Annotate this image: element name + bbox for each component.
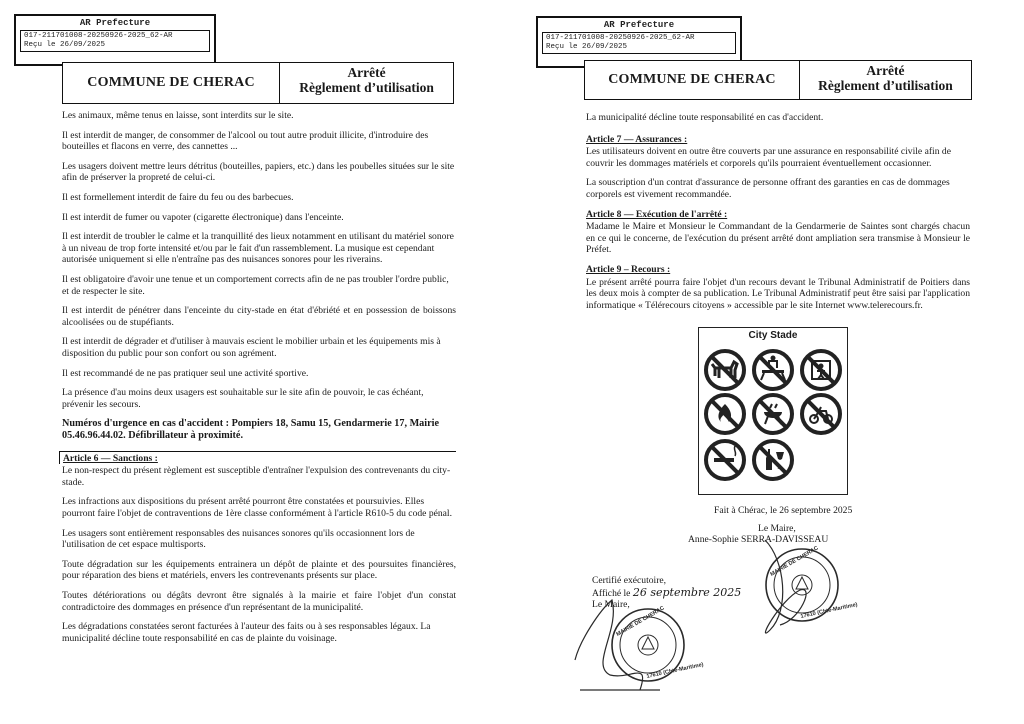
rule-paragraph: Il est interdit de fumer ou vapoter (cigarette électronique) dans l'enceinte. [62,211,344,223]
right-page-content [586,112,970,319]
liability-notice: La municipalité décline toute responsabilité en cas d'accident. [586,112,824,123]
rule-paragraph: Il est recommandé de ne pas pratiquer seul une activité sportive. [62,367,309,379]
city-stade-pictogram-panel [698,327,848,495]
article-7-paragraph: Les utilisateurs doivent en outre être couverts par une assurance en responsabilité civile afin de couvrir les dommages matériels et corporels qu'ils pourraient éventuellement occasionner. [586,146,951,169]
rule-paragraph: Il est interdit de pénétrer dans l'enceinte du city-stade en état d'ébriété et en possession de boissons alcoolisées ou de stupéfiants. [62,305,456,328]
no-dogs-icon [706,351,744,389]
no-motorbikes-icon [802,395,840,433]
emergency-numbers: Numéros d'urgence en cas d'accident : Pompiers 18, Samu 15, Gendarmerie 17, Mairie 05.46.96.44.02. Défibrillateur à proximité. [62,418,439,442]
commune-name: COMMUNE DE CHERAC [63,63,280,103]
no-smoking-icon [706,441,744,479]
certification-block [592,575,832,611]
certified-label: Certifié exécutoire, [592,575,667,586]
mayor-title-2: Le Maire, [592,599,630,611]
rule-paragraph: Il est obligatoire d'avoir une tenue et un comportement corrects afin de ne pas troubler l'ordre public, et de respecter le site. [62,273,449,297]
arrete-title: Arrêté Règlement d’utilisation [299,65,434,95]
rule-paragraph: Il est interdit de dégrader et d'utiliser à mauvais escient le mobilier urbain et les équipements mis à disposition du public pour son confort ou son agrément. [62,336,441,359]
posted-date-handwritten: 26 septembre 2025 [632,585,742,599]
stamp-received-date: Reçu le 26/09/2025 [24,41,106,49]
mayor-title: Le Maire, [758,522,796,534]
rule-paragraph: Les animaux, même tenus en laisse, sont interdits sur le site. [62,110,294,121]
seal-text: MAIRIE DE CHERAC [769,545,820,578]
pictogram-grid [699,328,847,494]
document-header [584,60,972,100]
article-9-title: Article 9 – Recours : [586,263,671,275]
document-header [62,62,454,104]
commune-name: COMMUNE DE CHERAC [585,61,800,99]
article-7-paragraph: La souscription d'un contrat d'assurance de personne offrant des garanties en cas de dommages corporels est vivement recommandée. [586,177,950,200]
rule-paragraph: Il est interdit de troubler le calme et la tranquillité des lieux notamment en utilisant du matériel sonore à un niveau de trop forte intensité et/ou par le fait d'un rassemblement. La musique est cependant autorisée uniquement si elle n'entraîne pas des nuisances sonores pour les riverains. [62,231,454,266]
article-6-paragraph: Les infractions aux dispositions du présent arrêté pourront être constatées et poursuivies. Elles pourront faire l'objet de contraventions de 1ère classe conformément à l'article R610-5 du code pénal. [62,496,452,520]
signed-at: Fait à Chérac, le 26 septembre 2025 [714,505,853,516]
ar-prefecture-stamp [14,14,216,66]
article-9-paragraph: Le présent arrêté pourra faire l'objet d'un recours devant le Tribunal Administratif de Poitiers dans les deux mois à compter de sa publication. Le Tribunal Administratif peut être saisi par l'application informatique « Télérecours citoyens » accessible par le site Internet www.telerecours.fr. [586,276,970,311]
stamp-body [20,30,210,52]
signature-block [688,505,1002,546]
stamp-body [542,32,736,54]
left-page-content [62,110,456,652]
stamp-title: AR Prefecture [79,18,151,28]
mayor-name: Anne-Sophie SERRA-DAVISSEAU [688,534,829,546]
article-6-paragraph: Toute dégradation sur les équipements entrainera un dépôt de plainte et des poursuites financières, pour réparation des biens et matériels, envers les contrevenants présents sur place. [62,558,456,582]
arrete-title: Arrêté Règlement d’utilisation [818,63,953,93]
article-6-paragraph: Toutes détériorations ou dégâts devront être signalés à la mairie et faire l'objet d'un constat contradictoire des dommages en présence d'un représentant de la municipalité. [62,590,456,613]
posted-line: Affiché le 26 septembre 2025 [592,585,742,599]
article-8-paragraph: Madame le Maire et Monsieur le Commandant de la Gendarmerie de Saintes sont chargés chacun en ce qui le concerne, de l'exécution du présent arrêté dont ampliation sera transmise à Monsieur le Préfet. [586,221,970,256]
rule-paragraph: La présence d'au moins deux usagers est souhaitable sur le site afin de pouvoir, le cas échéant, prévenir les secours. [62,387,424,410]
article-8-title: Article 8 — Exécution de l'arrêté : [586,208,728,220]
no-climbing-icon [802,351,840,389]
seal-subtext: 17610 (Chte-Maritime) [799,601,859,620]
stamp-reference: 017-211701008-20250926-2025_62-AR [24,32,173,40]
article-6-title: Article 6 — Sanctions : [59,451,456,465]
article-6-paragraph: Les dégradations constatées seront facturées à l'auteur des faits ou à ses responsables légaux. La municipalité décline toute responsabilité en cas de plainte du voisinage. [62,621,431,644]
stamp-reference: 017-211701008-20250926-2025_62-AR [546,34,695,42]
seal-text: MAIRIE DE CHERAC [615,605,666,638]
stamp-received-date: Reçu le 26/09/2025 [546,43,628,51]
stamp-title: AR Prefecture [603,20,675,30]
rule-paragraph: Il est formellement interdit de faire du feu ou des barbecues. [62,191,294,203]
article-6-paragraph: Le non-respect du présent règlement est susceptible d'entraîner l'expulsion des contrevenants du city-stade. [62,465,451,488]
no-alcohol-icon [754,441,792,479]
pictogram-title: City Stade [748,330,798,341]
article-7-title: Article 7 — Assurances : [586,133,688,145]
no-bbq-icon [754,395,792,433]
article-6-paragraph: Les usagers sont entièrement responsables des nuisances sonores qu'ils occasionnent lors de l'utilisation de cet espace multisports. [62,527,415,551]
no-picnic-icon [754,351,792,389]
seal-subtext: 17610 (Chte-Maritime) [645,661,705,680]
rule-paragraph: Il est interdit de manger, de consommer de l'alcool ou tout autre produit illicite, d'introduire des bouteilles et flacons en verre, des cannettes ... [62,129,429,153]
no-fire-icon [706,395,744,433]
rule-paragraph: Les usagers doivent mettre leurs détritus (bouteilles, papiers, etc.) dans les poubelles situées sur le site afin de préserver la propreté de celui-ci. [62,160,455,184]
